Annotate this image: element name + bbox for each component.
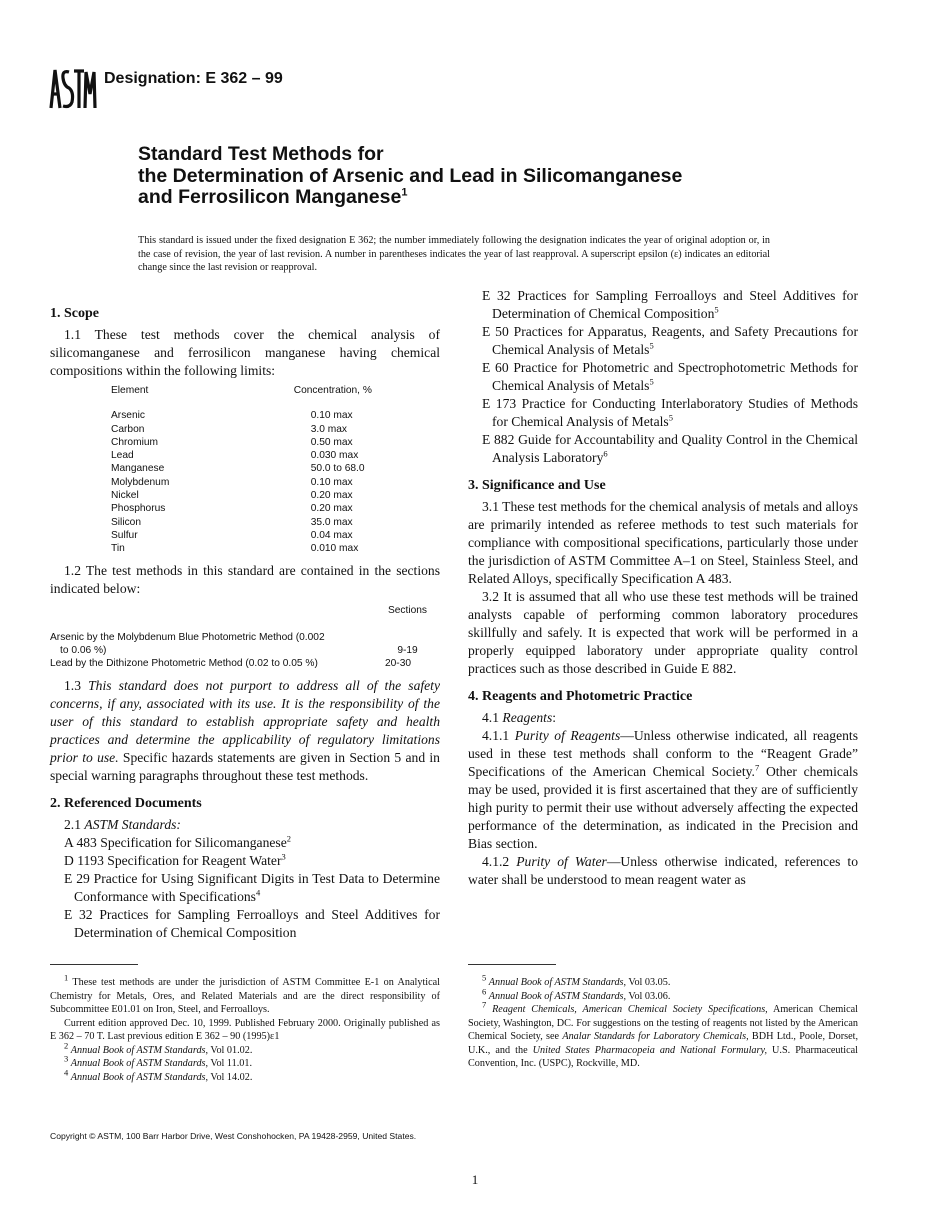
footnote-1b: Current edition approved Dec. 10, 1999. Published February 2000. Originally published as E 362 – 70 T. Last previous edition E 362 – 90 (1995)ε1	[50, 1017, 440, 1042]
scope-1-2: 1.2 The test methods in this standard are contained in the sections indicated below:	[50, 562, 440, 596]
title-line-1: Standard Test Methods for	[138, 143, 384, 165]
reagents-4-1-1: 4.1.1 Purity of Reagents—Unless otherwise indicated, all reagents used in these test methods shall conform to the “Reagent Grade” Specifications of the American Chemical Society.$^7$ Other chemicals may be used, provided it is first ascertained that they are of sufficiently high purity to permit their use without adversely affecting the expected performance of the determination, as indicated in the Precision and Bias section.	[468, 728, 859, 851]
ref-a483: A 483 Specification for Silicomanganese$^2$	[64, 833, 291, 850]
significance-heading: 3. Significance and Use	[468, 478, 606, 493]
ref-e173: E 173 Practice for Conducting Interlaboratory Studies of Methods for Chemical Analysis of Metals$^5$	[482, 396, 858, 429]
ref-e60: E 60 Practice for Photometric and Spectrophotometric Methods for Chemical Analysis of Metals$^5$	[482, 360, 858, 393]
footnote-4: $^4$ Annual Book of ASTM Standards, Vol 14.02.	[64, 1067, 253, 1083]
table-row: Tin 0.010 max	[111, 543, 359, 555]
referenced-heading: 2. Referenced Documents	[50, 795, 202, 811]
composition-table	[111, 384, 440, 556]
significance-3-2: 3.2 It is assumed that all who use these test methods will be trained analysts capable of performing common laboratory procedures skillfully and safely. It is expected that work will be performed in a properly equipped laboratory under appropriate quality control practices such as those described in Guide E 882.	[468, 589, 858, 676]
footnote-1: $^1$ These test methods are under the jurisdiction of ASTM Committee E-1 on Analytical Chemistry for Metals, Ores, and Related Materials and are the direct responsibility of Subcommittee E01.01 on Iron, Steel, and Ferroalloys.	[50, 972, 440, 1015]
scope-heading: 1. Scope	[50, 306, 99, 321]
intro-note: This standard is issued under the fixed designation E 362; the number immediately following the designation indicates the year of original adoption or, in the case of revision, the year of last revision. A number in parentheses indicates the year of last reapproval. A superscript epsilon (ε) indicates an editorial change since the last revision or reapproval.	[138, 235, 770, 274]
table-row: Lead 0.030 max	[111, 450, 359, 462]
page-number: 1	[471, 1172, 479, 1187]
right-column	[468, 288, 859, 889]
designation: Designation: E 362 – 99	[104, 70, 283, 87]
col-header-element: Element	[111, 385, 149, 396]
footnote-7: $^7$ Reagent Chemicals, American Chemical Society Specifications, American Chemical Society, Washington, DC. For suggestions on the testing of reagents not listed by the American Chemical Society, see Analar Standards for Laboratory Chemicals, BDH Ltd., Poole, Dorset, U.K., and the United States Pharmacopeia and National Formulary, U.S. Pharmaceutical Convention, Inc. (USPC), Rockville, MD.	[468, 999, 859, 1069]
col-header-concentration: Concentration, %	[293, 385, 372, 396]
document-title	[138, 144, 818, 209]
ref-e32: E 32 Practices for Sampling Ferroalloys and Steel Additives for Determination of Chemical Composition	[64, 906, 440, 940]
title-line-2: the Determination of Arsenic and Lead in Silicomanganese	[138, 164, 683, 187]
table-row: Sulfur 0.04 max	[111, 529, 353, 541]
footnotes-left	[50, 972, 440, 1084]
sections-header: Sections	[387, 604, 428, 616]
footnotes-right	[468, 972, 859, 1071]
scope-1-3: 1.3 This standard does not purport to address all of the safety concerns, if any, associated with its use. It is the responsibility of the user of this standard to establish appropriate safety and health practices and determine the applicability of regulatory limitations prior to use. Specific hazards statements are given in Section 5 and in special warning paragraphs throughout these test methods.	[50, 677, 440, 783]
ref-e29: E 29 Practice for Using Significant Digits in Test Data to Determine Conformance with Specifications$^4$	[64, 870, 440, 904]
title-footnote-ref: 1	[401, 186, 408, 199]
footnote-3: $^3$ Annual Book of ASTM Standards, Vol 11.01.	[64, 1053, 253, 1069]
scope-1-1: 1.1 These test methods cover the chemical analysis of silicomanganese and ferrosilicon manganese having chemical compositions within the following limits:	[50, 327, 440, 378]
left-column	[50, 305, 440, 940]
footnote-rule-right	[468, 964, 556, 965]
table-row: Phosphorus 0.20 max	[111, 503, 353, 515]
ref-e50: E 50 Practices for Apparatus, Reagents, and Safety Precautions for Chemical Analysis of Metals$^5$	[482, 324, 858, 357]
astm-logo	[48, 66, 96, 110]
table-row: Arsenic 0.10 max	[111, 410, 353, 422]
reagents-heading: 4. Reagents and Photometric Practice	[468, 689, 693, 704]
ref-e32-continued: E 32 Practices for Sampling Ferroalloys and Steel Additives for Determination of Chemical Composition$^5$	[482, 288, 858, 321]
significance-3-1: 3.1 These test methods for the chemical analysis of metals and alloys are primarily intended as referee methods to test such materials for compliance with compositional specifications, particularly those under the jurisdiction of ASTM Committee A–1 on Steel, Stainless Steel, and Related Alloys, specifically Specification A 483.	[468, 499, 858, 586]
reagents-4-1: 4.1 Reagents:	[482, 710, 557, 725]
section-row-arsenic: Arsenic by the Molybdenum Blue Photometric Method (0.002 to 0.06 %) 9-19	[50, 631, 418, 657]
footnote-rule-left	[50, 964, 138, 965]
table-row: Nickel 0.20 max	[111, 490, 353, 502]
table-row: Carbon 3.0 max	[111, 423, 347, 435]
reagents-4-1-2: 4.1.2 Purity of Water—Unless otherwise indicated, references to water shall be understood to mean reagent water as	[468, 854, 858, 887]
table-row: Molybdenum 0.10 max	[111, 476, 353, 488]
table-row: Silicon 35.0 max	[111, 516, 353, 528]
table-row: Chromium 0.50 max	[111, 436, 353, 448]
section-row-lead: Lead by the Dithizone Photometric Method (0.02 to 0.05 %) 20-30	[50, 658, 412, 670]
ref-e882: E 882 Guide for Accountability and Quality Control in the Chemical Analysis Laboratory$^6$	[482, 432, 858, 465]
ref-d1193: D 1193 Specification for Reagent Water$^3$	[64, 851, 286, 868]
copyright: Copyright © ASTM, 100 Barr Harbor Drive, West Conshohocken, PA 19428-2959, United States.	[50, 1131, 417, 1141]
title-line-3: and Ferrosilicon Manganese	[138, 186, 402, 208]
sections-table	[50, 604, 440, 671]
logo-text: ASTM	[48, 66, 51, 67]
footnote-2: $^2$ Annual Book of ASTM Standards, Vol 01.02.	[64, 1040, 253, 1056]
table-row: Manganese 50.0 to 68.0	[111, 463, 365, 475]
footnote-5: $^5$ Annual Book of ASTM Standards, Vol 03.05.	[482, 972, 671, 988]
footnote-6: $^6$ Annual Book of ASTM Standards, Vol 03.06.	[482, 986, 671, 1002]
referenced-2-1: 2.1 ASTM Standards:	[64, 816, 181, 832]
